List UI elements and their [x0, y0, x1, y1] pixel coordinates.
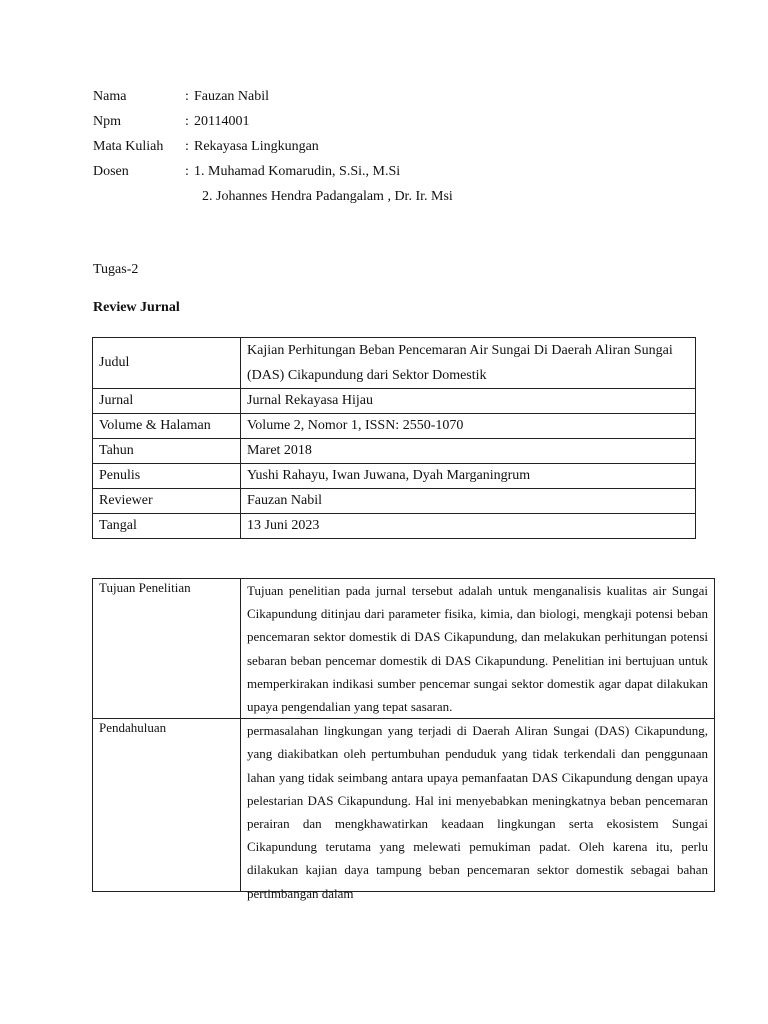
info-row-nama	[93, 86, 453, 111]
table-value: Volume 2, Nomor 1, ISSN: 2550-1070	[241, 414, 696, 439]
table-key: Penulis	[93, 464, 241, 489]
table-row	[93, 414, 696, 439]
info-separator: :	[185, 114, 189, 129]
table-row	[93, 338, 696, 389]
table-key: Jurnal	[93, 389, 241, 414]
assignment-label: Tugas-2	[93, 262, 139, 277]
table-key: Volume & Halaman	[93, 414, 241, 439]
info-value: Rekayasa Lingkungan	[194, 139, 319, 154]
info-label: Npm	[93, 114, 121, 129]
table-key: Tujuan Penelitian	[93, 579, 241, 719]
info-label: Nama	[93, 89, 127, 104]
table-value: 13 Juni 2023	[241, 514, 696, 539]
info-separator: :	[185, 164, 189, 179]
info-value: 1. Muhamad Komarudin, S.Si., M.Si	[194, 164, 401, 179]
info-value: 2. Johannes Hendra Padangalam , Dr. Ir. Msi	[202, 189, 453, 204]
journal-identity-table	[92, 337, 696, 539]
table-value-cell	[241, 719, 715, 901]
table-value: Jurnal Rekayasa Hijau	[241, 389, 696, 414]
info-label: Dosen	[93, 164, 129, 179]
table-key: Tahun	[93, 439, 241, 464]
info-label	[93, 186, 185, 211]
info-separator: :	[185, 139, 189, 154]
table-row	[93, 579, 715, 719]
student-info	[93, 86, 453, 211]
info-row-npm	[93, 111, 453, 136]
review-table	[92, 578, 715, 901]
table-value: Yushi Rahayu, Iwan Juwana, Dyah Marganingrum	[241, 464, 696, 489]
info-value: Fauzan Nabil	[194, 89, 270, 104]
info-row-dosen-2	[93, 186, 453, 211]
table-row	[93, 464, 696, 489]
table-value: Fauzan Nabil	[241, 489, 696, 514]
info-row-mata-kuliah	[93, 136, 453, 161]
table-row	[93, 719, 715, 892]
table-key: Reviewer	[93, 489, 241, 514]
info-row-dosen	[93, 161, 453, 186]
info-value: 20114001	[194, 114, 250, 129]
table-value: permasalahan lingkungan yang terjadi di Daerah Aliran Sungai (DAS) Cikapundung, yang diakibatkan oleh pertumbuhan penduduk yang tidak terkendali dan penggunaan lahan yang tidak seimbang antara upaya pemanfaatan DAS Cikapundung dengan upaya pelestarian DAS Cikapundung. Hal ini menyebabkan meningkatnya beban pencemaran perairan dan mengkhawatirkan keadaan lingkungan serta ekosistem Sungai Cikapundung terutama yang melewati pemukiman padat. Oleh karena itu, perlu dilakukan kajian daya tampung beban pencemaran sektor domestik sebagai bahan pertimbangan dalam	[247, 723, 708, 901]
table-value: Kajian Perhitungan Beban Pencemaran Air Sungai Di Daerah Aliran Sungai (DAS) Cikapundung dari Sektor Domestik	[241, 338, 696, 389]
info-separator: :	[185, 89, 189, 104]
table-key: Judul	[93, 338, 241, 389]
table-row	[93, 514, 696, 539]
section-heading: Review Jurnal	[93, 300, 180, 315]
table-row	[93, 389, 696, 414]
table-value: Tujuan penelitian pada jurnal tersebut adalah untuk menganalisis kualitas air Sungai Cikapundung ditinjau dari parameter fisika, kimia, dan biologi, mengkaji potensi beban pencemaran sektor domestik di DAS Cikapundung, dan melakukan perhitungan potensi sebaran beban pencemar domestik di DAS Cikapundung. Penelitian ini bertujuan untuk memperkirakan indikasi sumber pencemar sungai sektor domestik agar dapat dilakukan upaya pengendalian yang tepat sasaran.	[241, 579, 715, 719]
table-key: Pendahuluan	[93, 719, 241, 892]
info-separator	[185, 186, 194, 211]
table-key: Tangal	[93, 514, 241, 539]
table-row	[93, 489, 696, 514]
table-value: Maret 2018	[241, 439, 696, 464]
info-label: Mata Kuliah	[93, 139, 164, 154]
table-row	[93, 439, 696, 464]
